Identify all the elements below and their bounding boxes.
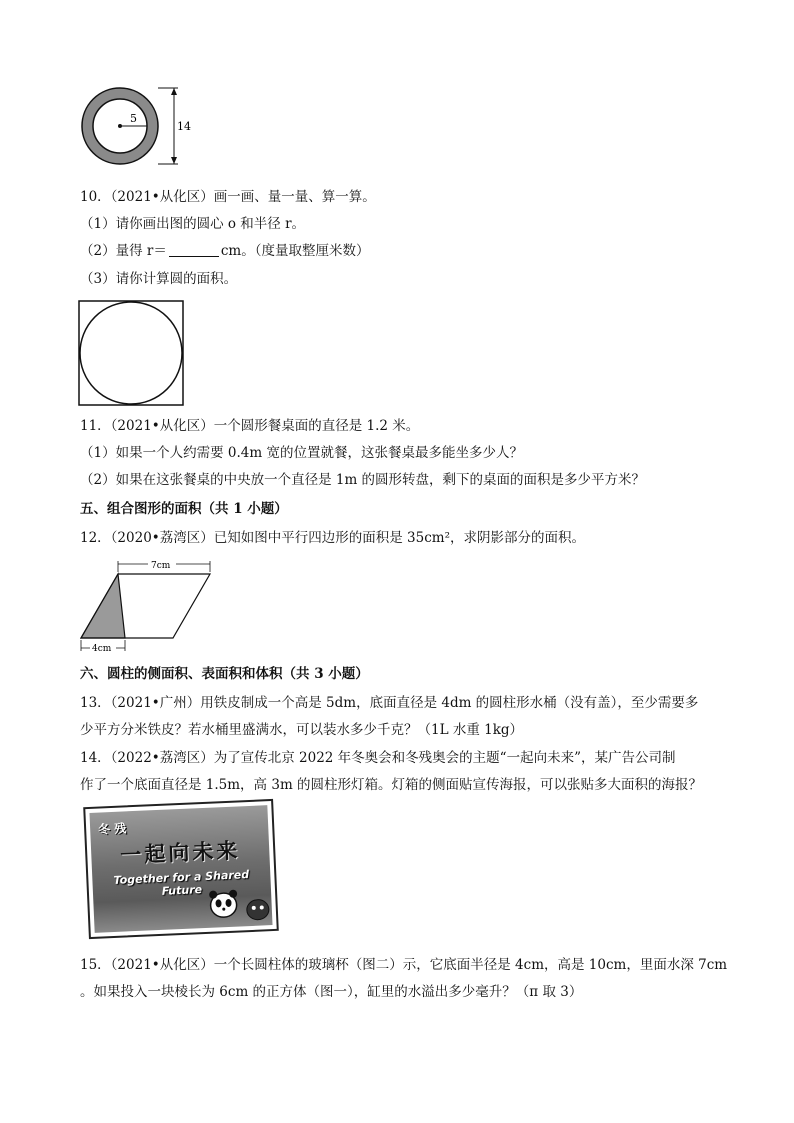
parallelogram-figure (78, 560, 218, 652)
q10-part2-suffix: cm。（度量取整厘米数） (220, 243, 370, 259)
poster-logo: 冬 残 (97, 821, 127, 837)
q14-line2: 作了一个底面直径是 1.5m，高 3m 的圆柱形灯箱。灯箱的侧面贴宣传海报，可以张贴多大面积的海报？ (80, 777, 703, 793)
ring-figure (78, 82, 198, 174)
shaded-triangle (81, 574, 125, 638)
circle-in-square-figure (78, 300, 186, 408)
arrow-down (171, 157, 177, 164)
q13-line1: 13．（2021•广州）用铁皮制成一个高是 5dm，底面直径是 4dm 的圆柱形水桶（没有盖），至少需要多 (80, 695, 699, 711)
poster-subtitle: Together for a Shared Future (113, 868, 250, 898)
q10-part2-prefix: （2）量得 r＝ (80, 243, 167, 259)
q11-part2: （2）如果在这张餐桌的中央放一个直径是 1m 的圆形转盘，剩下的桌面的面积是多少平方米？ (80, 472, 646, 488)
q12-header: 12．（2020•荔湾区）已知如图中平行四边形的面积是 35cm²，求阴影部分的面积。 (80, 530, 585, 546)
q13-line2: 少平方分米铁皮？若水桶里盛满水，可以装水多少千克？（1L 水重 1kg） (80, 722, 524, 738)
q10-part1: （1）请你画出图的圆心 o 和半径 r。 (80, 216, 306, 232)
q10-part3: （3）请你计算圆的面积。 (80, 271, 238, 287)
q10-header: 10．（2021•从化区）画一画、量一量、算一算。 (80, 189, 376, 205)
top-dim-label: 7cm (151, 561, 171, 571)
section-5-heading: 五、组合图形的面积（共 1 小题） (80, 501, 288, 517)
bottom-dim-label: 4cm (92, 644, 112, 652)
lantern-mascot-icon (243, 893, 272, 922)
q15-line1: 15．（2021•从化区）一个长圆柱体的玻璃杯（图二）示，它底面半径是 4cm，高是 10cm，里面水深 7cm (80, 957, 728, 973)
poster-background (89, 805, 272, 933)
q10-part2 (80, 241, 369, 261)
q11-header: 11．（2021•从化区）一个圆形餐桌面的直径是 1.2 米。 (80, 418, 420, 434)
radius-label: 5 (130, 112, 137, 125)
q11-part1: （1）如果一个人约需要 0.4m 宽的位置就餐，这张餐桌最多能坐多少人？ (80, 445, 523, 461)
center-dot (118, 124, 122, 128)
olympic-poster-image (83, 799, 279, 939)
arrow-up (171, 88, 177, 95)
panda-mascot-icon (205, 884, 243, 922)
height-label: 14 (177, 120, 191, 133)
section-6-heading: 六、圆柱的侧面积、表面积和体积（共 3 小题） (80, 666, 369, 682)
answer-blank[interactable] (169, 242, 219, 257)
q15-line2: 。如果投入一块棱长为 6cm 的正方体（图一），缸里的水溢出多少毫升？（π 取 3） (80, 984, 583, 1000)
q14-line1: 14．（2022•荔湾区）为了宣传北京 2022 年冬奥会和冬残奥会的主题“一起向未来”，某广告公司制 (80, 750, 676, 766)
poster-title: 一起向未来 (119, 838, 241, 868)
